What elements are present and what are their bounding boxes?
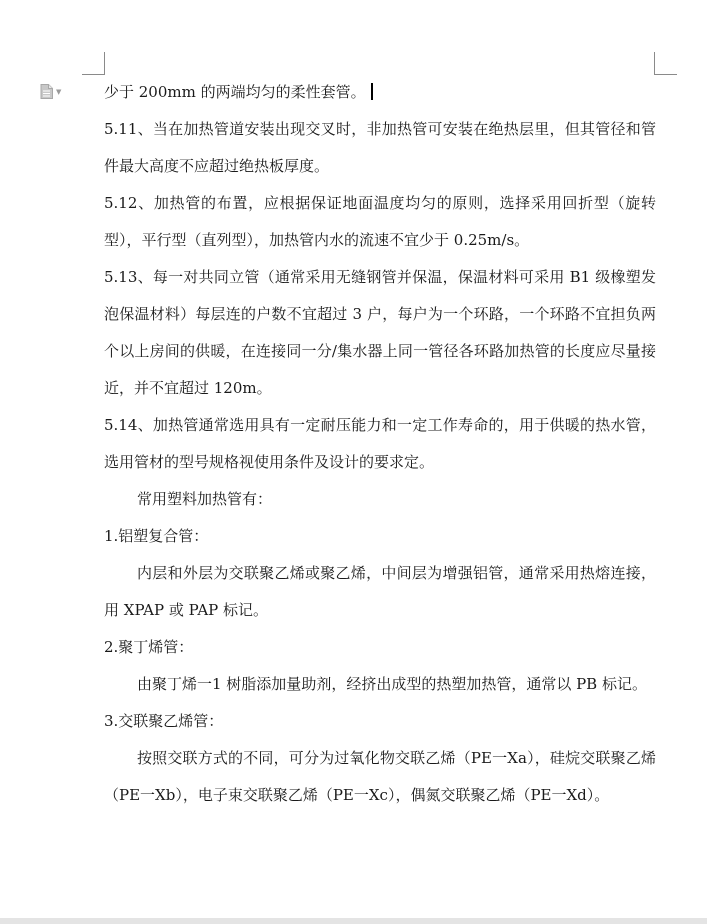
paragraph: 5.11、当在加热管道安装出现交叉时，非加热管可安装在绝热层里，但其管径和管件最大高度不应超过绝热板厚度。 — [104, 120, 656, 175]
paragraph-text: 少于 200mm 的两端均匀的柔性套管。 — [104, 83, 366, 101]
paragraph: 内层和外层为交联聚乙烯或聚乙烯，中间层为增强铝管，通常采用热熔连接，用 XPAP 或 PAP 标记。 — [104, 564, 656, 619]
paragraph: 按照交联方式的不同，可分为过氧化物交联乙烯（PE一Xa），硅烷交联聚乙烯（PE一Xb），电子束交联聚乙烯（PE一Xc），偶氮交联聚乙烯（PE一Xd）。 — [104, 749, 656, 804]
paragraph: 5.14、加热管通常选用具有一定耐压能力和一定工作寿命的，用于供暖的热水管，选用管材的型号规格视使用条件及设计的要求定。 — [104, 416, 656, 471]
text-cursor — [371, 83, 373, 100]
document-body[interactable] — [104, 74, 656, 814]
section-heading: 1.铝塑复合管： — [104, 527, 209, 545]
section-heading: 3.交联聚乙烯管： — [104, 712, 224, 730]
page-bottom-edge — [0, 918, 707, 924]
paragraph: 常用塑料加热管有： — [137, 490, 273, 508]
paragraph-menu-button[interactable] — [40, 84, 61, 99]
paragraph: 由聚丁烯一1 树脂添加量助剂，经挤出成型的热塑加热管，通常以 PB 标记。 — [137, 675, 647, 693]
paragraph: 5.13、每一对共同立管（通常采用无缝钢管并保温，保温材料可采用 B1 级橡塑发泡保温材料）每层连的户数不宜超过 3 户，每户为一个环路，一个环路不宜担负两个以上房间的供暖，在连接同一分/集水器上同一管径各环路加热管的长度应尽量接近，并不宜超过 120m。 — [104, 268, 656, 397]
paragraph: 5.12、加热管的布置，应根据保证地面温度均匀的原则，选择采用回折型（旋转型），平行型（直列型），加热管内水的流速不宜少于 0.25m/s。 — [104, 194, 656, 249]
chevron-down-icon: ▼ — [56, 87, 62, 96]
section-heading: 2.聚丁烯管： — [104, 638, 194, 656]
crop-mark-top-right — [654, 52, 677, 75]
paragraph — [104, 74, 656, 111]
crop-mark-top-left — [82, 52, 105, 75]
document-icon — [40, 84, 53, 99]
